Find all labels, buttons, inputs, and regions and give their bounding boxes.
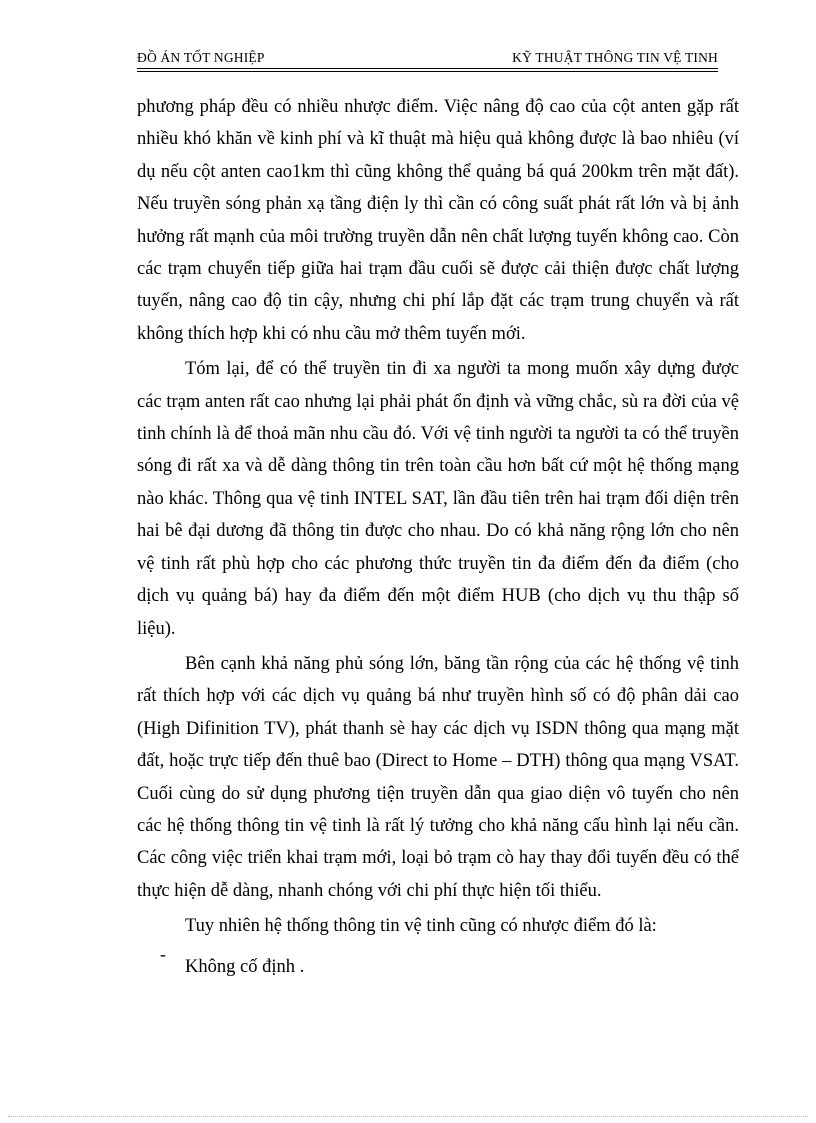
bullet-text: Không cố định . xyxy=(185,956,305,977)
document-body xyxy=(137,91,739,983)
paragraph-1: phương pháp đều có nhiều nhược điểm. Việc nâng độ cao của cột anten gặp rất nhiều khó khăn về kinh phí và kĩ thuật mà hiệu quả không được là bao nhiêu (ví dụ nếu cột anten cao1km thì cũng không thể quảng bá quá 200km trên mặt đất). Nếu truyền sóng phản xạ tầng điện ly thì cần có công suất phát rất lớn và bị ảnh hưởng rất mạnh của môi trường truyền dẫn nên chất lượng tuyến không cao. Còn các trạm chuyển tiếp giữa hai trạm đầu cuối sẽ được cải thiện được chất lượng tuyến, nâng cao độ tin cậy, nhưng chi phí lắp đặt các trạm trung chuyển và rất không thích hợp khi có nhu cầu mở thêm tuyến mới. xyxy=(137,97,739,344)
paragraph-3: Bên cạnh khả năng phủ sóng lớn, băng tần rộng của các hệ thống vệ tinh rất thích hợp với các dịch vụ quảng bá như truyền hình số có độ phân dải cao (High Difinition TV), phát thanh sè hay các dịch vụ ISDN thông qua mạng mặt đất, hoặc trực tiếp đến thuê bao (Direct to Home – DTH) thông qua mạng VSAT. Cuối cùng do sử dụng phương tiện truyền dẫn qua giao diện vô tuyến cho nên các hệ thống thông tin vệ tinh là rất lý tưởng cho khả năng cấu hình lại nếu cần. Các công việc triển khai trạm mới, loại bỏ trạm cò hay thay đổi tuyến đều có thể thực hiện dễ dàng, nhanh chóng với chi phí thực hiện tối thiểu. xyxy=(137,653,739,901)
bullet-item xyxy=(137,943,739,983)
header-left-title: ĐỒ ÁN TỐT NGHIỆP xyxy=(137,50,265,65)
page-header xyxy=(137,48,718,74)
paragraph-2: Tóm lại, để có thể truyền tin đi xa người ta mong muốn xây dựng được các trạm anten rất cao nhưng lại phải phát ổn định và vững chắc, sù ra đời của vệ tinh chính là để thoả mãn nhu cầu đó. Với vệ tinh người ta người ta có thể truyền sóng đi rất xa và dễ dàng thông tin trên toàn cầu hơn bất cứ một hệ thống mạng nào khác. Thông qua vệ tinh INTEL SAT, lần đầu tiên trên hai trạm đối diện trên hai bê đại dương đã thông tin được cho nhau. Do có khả năng rộng lớn cho nên vệ tinh rất phù hợp cho các phương thức truyền tin đa điểm đến đa điểm (cho dịch vụ quảng bá) hay đa điểm đến một điểm HUB (cho dịch vụ thu thập số liệu). xyxy=(137,359,739,639)
header-rule xyxy=(137,68,718,69)
paragraph-4: Tuy nhiên hệ thống thông tin vệ tinh cũng có nhược điểm đó là: xyxy=(185,916,657,937)
bullet-mark: - xyxy=(160,943,166,964)
header-rule-thin xyxy=(137,71,718,72)
footer-dotted-line xyxy=(8,1116,808,1117)
header-right-title: KỸ THUẬT THÔNG TIN VỆ TINH xyxy=(512,50,718,65)
